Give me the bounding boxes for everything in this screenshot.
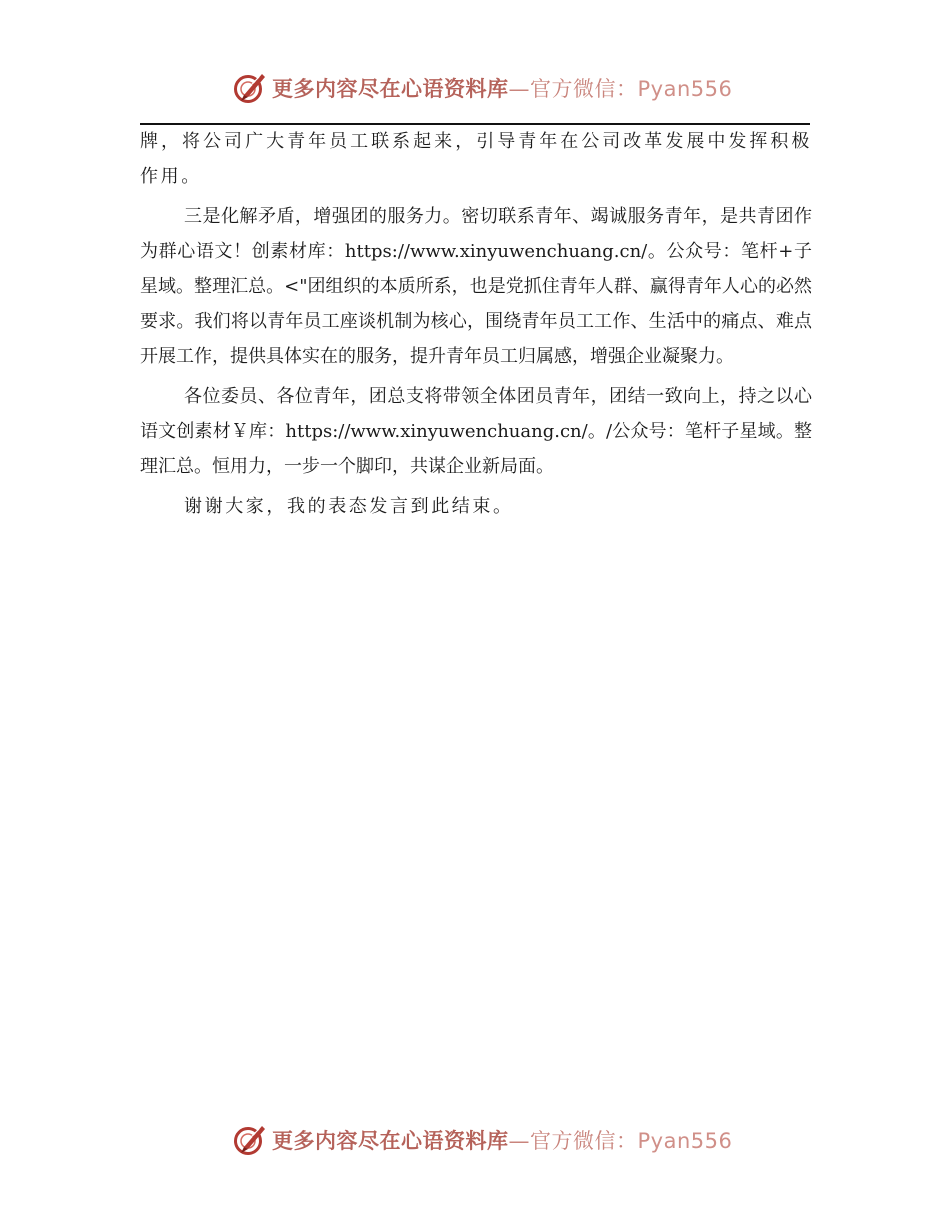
- header-banner-main: 更多内容尽在心语资料库: [272, 77, 509, 101]
- paragraph-2: 三是化解矛盾，增强团的服务力。密切联系青年、竭诚服务青年，是共青团作为群心语文！创素材库：https://www.xinyuwenchuang.cn/。公众号：笔杆+子星域。整理汇总。<"团组织的本质所系，也是党抓住青年人群、赢得青年人心的必然要求。我们将以青年员工座谈机制为核心，围绕青年员工工作、生活中的痛点、难点开展工作，提供具体实在的服务，提升青年员工归属感，增强企业凝聚力。: [140, 206, 812, 367]
- header-banner: [232, 68, 732, 108]
- footer-banner: [232, 1120, 732, 1160]
- header-banner-account: Pyan556: [637, 77, 733, 101]
- document-body: [140, 124, 812, 524]
- quill-pen-seal-icon: [232, 1122, 268, 1158]
- footer-banner-account: Pyan556: [637, 1129, 733, 1153]
- paragraph-4: 谢谢大家，我的表态发言到此结束。: [184, 496, 514, 517]
- footer-banner-main: 更多内容尽在心语资料库: [272, 1129, 509, 1153]
- paragraph-1: 牌，将公司广大青年员工联系起来，引导青年在公司改革发展中发挥积极作用。: [140, 131, 812, 187]
- header-banner-tail: —官方微信：: [508, 77, 638, 101]
- quill-pen-seal-icon: [232, 70, 268, 106]
- footer-banner-text: [272, 1125, 732, 1155]
- header-banner-text: [272, 73, 732, 103]
- paragraph-3: 各位委员、各位青年，团总支将带领全体团员青年，团结一致向上，持之以心语文创素材￥库：https://www.xinyuwenchuang.cn/。/公众号：笔杆子星域。整理汇总。恒用力，一步一个脚印，共谋企业新局面。: [140, 386, 812, 477]
- footer-banner-tail: —官方微信：: [508, 1129, 638, 1153]
